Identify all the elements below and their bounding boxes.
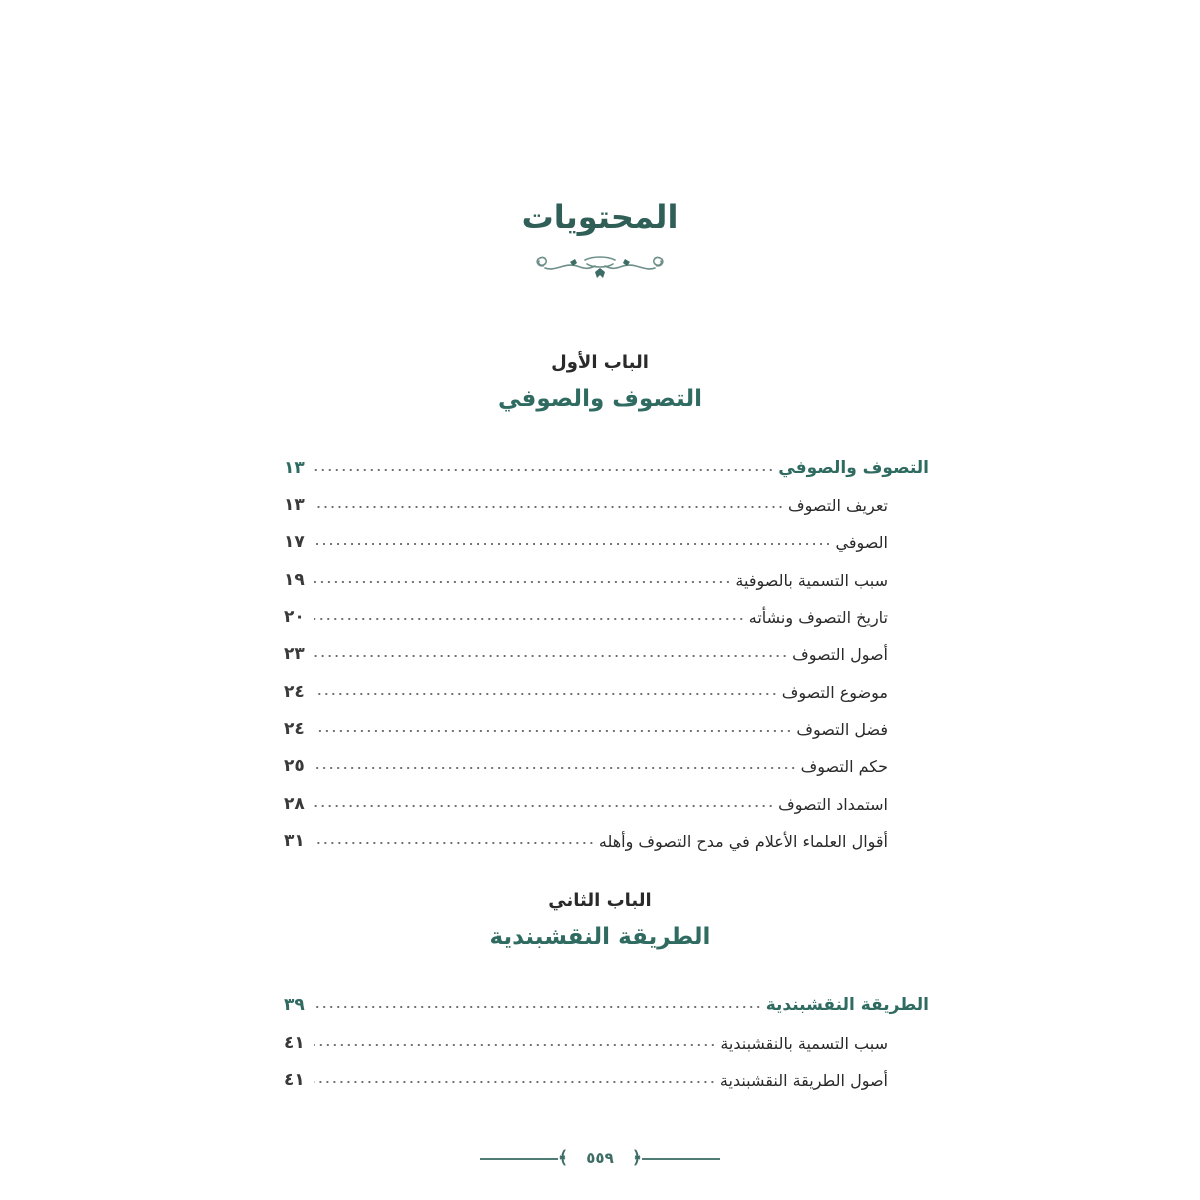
toc-entry[interactable] [284, 634, 888, 664]
dot-leader [314, 805, 774, 807]
toc-entry[interactable] [284, 784, 888, 814]
toc-page-number: ٣١ [284, 831, 305, 851]
footer-bracket-close: ﴿ [632, 1148, 642, 1168]
dot-leader [314, 655, 788, 657]
toc-page-number: ٢٨ [284, 794, 305, 814]
dot-leader [314, 618, 745, 620]
dot-leader [314, 1044, 716, 1046]
toc-page-number: ١٣ [284, 458, 305, 478]
toc-entry[interactable] [284, 560, 888, 590]
toc-page-number: ٢٤ [284, 682, 305, 702]
toc-entry[interactable] [284, 985, 929, 1015]
dot-leader [314, 693, 778, 695]
toc-entry-title: أقوال العلماء الأعلام في مدح التصوف وأهله [598, 832, 888, 851]
toc-entry-title: التصوف والصوفي [778, 458, 929, 478]
part-title: الطريقة النقشبندية [489, 924, 711, 950]
dot-leader [314, 581, 731, 583]
dot-leader [314, 1081, 716, 1083]
toc-entry[interactable] [284, 672, 888, 702]
footer-bracket-open: ﴾ [558, 1148, 568, 1168]
dot-leader [314, 1006, 762, 1008]
toc-entry-title: الطريقة النقشبندية [765, 995, 929, 1015]
toc-entry-title: حكم التصوف [800, 757, 888, 776]
toc-entry[interactable] [284, 522, 888, 552]
toc-entry-title: سبب التسمية بالصوفية [735, 571, 888, 590]
toc-page-number: ٣٩ [284, 995, 305, 1015]
toc-entry-title: الصوفي [835, 533, 888, 552]
toc-entry-title: تاريخ التصوف ونشأته [748, 608, 888, 627]
footer-rule-right [642, 1158, 720, 1160]
dot-leader [314, 730, 792, 732]
toc-page-number: ٢٤ [284, 719, 305, 739]
dot-leader [314, 506, 784, 508]
toc-entry[interactable] [284, 746, 888, 776]
toc-entry[interactable] [284, 1060, 888, 1090]
part-title: التصوف والصوفي [498, 386, 702, 412]
toc-entry[interactable] [284, 597, 888, 627]
toc-entry[interactable] [284, 821, 888, 851]
toc-page-number: ٢٣ [284, 644, 305, 664]
dot-leader [314, 842, 595, 844]
toc-page-number: ٤١ [284, 1070, 305, 1090]
toc-entry[interactable] [284, 485, 888, 515]
page-footer [480, 1146, 720, 1172]
toc-entry[interactable] [284, 448, 929, 478]
dot-leader [314, 543, 832, 545]
toc-page-number: ١٧ [284, 532, 305, 552]
footer-page-number: ٥٥٩ [586, 1149, 614, 1167]
page-title: المحتويات [521, 198, 679, 236]
toc-entry-title: استمداد التصوف [778, 795, 888, 814]
toc-entry-title: فضل التصوف [796, 720, 888, 739]
decorative-flourish-icon [525, 252, 675, 282]
toc-entry-title: أصول التصوف [792, 645, 888, 664]
part-label: الباب الثاني [548, 890, 652, 911]
toc-entry-title: تعريف التصوف [788, 496, 888, 515]
toc-page-number: ١٣ [284, 495, 305, 515]
toc-page-number: ٢٠ [284, 607, 305, 627]
dot-leader [314, 469, 774, 471]
toc-page-number: ٤١ [284, 1033, 305, 1053]
dot-leader [314, 767, 797, 769]
toc-page-number: ١٩ [284, 570, 305, 590]
toc-page-number: ٢٥ [284, 756, 305, 776]
toc-entry-title: سبب التسمية بالنقشبندية [720, 1034, 888, 1053]
toc-entry-title: أصول الطريقة النقشبندية [719, 1071, 888, 1090]
toc-entry[interactable] [284, 709, 888, 739]
toc-entry[interactable] [284, 1023, 888, 1053]
toc-entry-title: موضوع التصوف [781, 683, 888, 702]
part-label: الباب الأول [551, 352, 649, 373]
